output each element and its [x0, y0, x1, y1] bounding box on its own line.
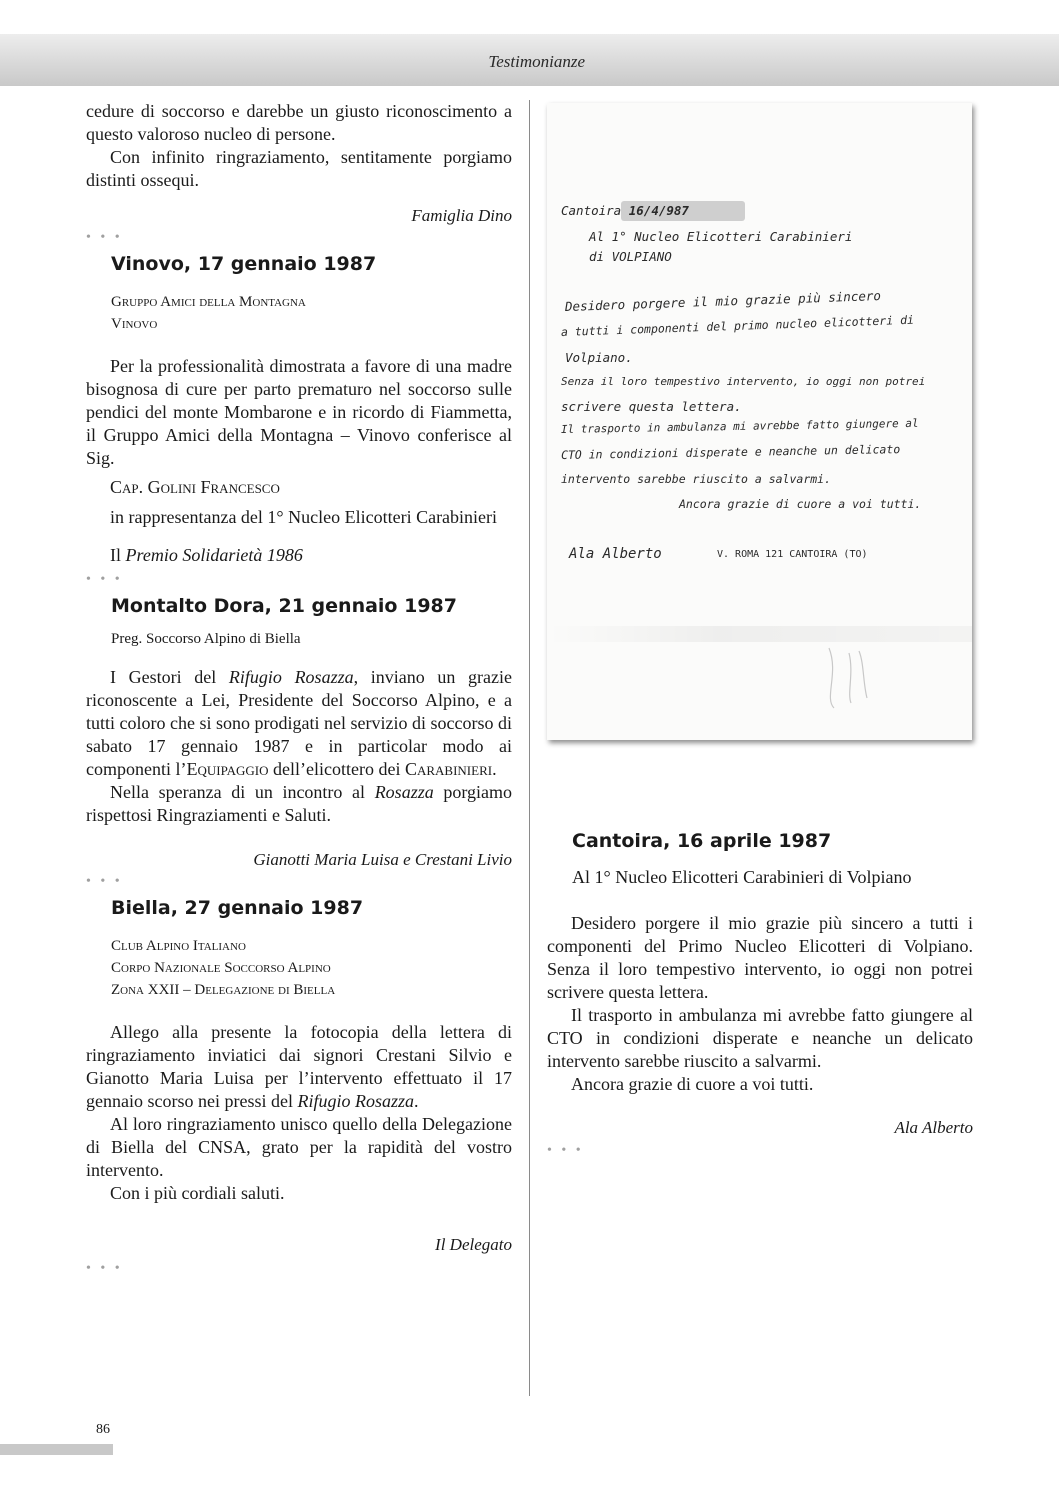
paragraph: Ancora grazie di cuore a voi tutti.: [571, 1074, 814, 1094]
separator-dots: • • •: [86, 874, 123, 889]
letter-line: a tutti i componenti del primo nucleo elicotteri di: [560, 312, 915, 339]
letter-line: intervento sarebbe riuscito a salvarmi.: [561, 472, 832, 486]
organization-place: Vinovo: [111, 316, 158, 332]
signature: Ala Alberto: [894, 1118, 973, 1137]
letter-line: Senza il loro tempestivo intervento, io oggi non potrei: [561, 375, 926, 388]
faded-scribble: [819, 643, 879, 713]
paragraph: I Gestori del Rifugio Rosazza, inviano un grazie riconoscente a Lei, Presidente del Soccorso Alpino, e a tutti coloro che si sono prodigati nel servizio di soccorso di sabato 17 gennaio 1987 e in particolar modo ai componenti l’Equipaggio dell’elicottero dei Carabinieri.: [86, 667, 512, 779]
paragraph: Il trasporto in ambulanza mi avrebbe fatto giungere al CTO in condizioni disperate e neanche un delicato intervento sarebbe riuscito a salvarmi.: [547, 1005, 973, 1071]
faded-line: [547, 626, 972, 642]
organization-name: Zona XXII – Delegazione di Biella: [111, 982, 336, 998]
award-name: Premio Solidarietà 1986: [125, 545, 303, 565]
signature: Il Delegato: [435, 1235, 512, 1254]
paragraph: Per la professionalità dimostrata a favore di una madre bisognosa di cure per parto prematuro nel soccorso sulle pendici del monte Mombarone e in ricordo di Fiammetta, il Gruppo Amici della Montagna – Vinovo conferisce al Sig.: [86, 356, 512, 468]
separator-dots: • • •: [86, 230, 123, 245]
paragraph: Con i più cordiali saluti.: [110, 1183, 285, 1203]
organization-name: Club Alpino Italiano: [111, 938, 246, 954]
paragraph: cedure di soccorso e darebbe un giusto riconoscimento a questo valoroso nucleo di persone.: [86, 101, 512, 144]
letter-line: di VOLPIANO: [589, 249, 672, 264]
letter-line: Il trasporto in ambulanza mi avrebbe fatto giungere al: [560, 416, 919, 436]
section-heading: Cantoira, 16 aprile 1987: [572, 830, 832, 852]
signature: Famiglia Dino: [411, 206, 512, 225]
award-line: [86, 544, 512, 567]
running-header: Testimonianze: [488, 52, 585, 71]
scanned-letter-image: [547, 103, 972, 740]
letter-address: V. ROMA 121 CANTOIRA (TO): [717, 549, 868, 560]
section-heading: Vinovo, 17 gennaio 1987: [111, 253, 377, 275]
letter-line: Ancora grazie di cuore a voi tutti.: [679, 497, 922, 511]
separator-dots: • • •: [86, 572, 123, 587]
recipient-name: Cap. Golini Francesco: [110, 477, 280, 497]
letter-line: Desidero porgere il mio grazie più sincero: [564, 287, 882, 314]
organization-name: Gruppo Amici della Montagna: [111, 294, 306, 310]
letter-line: Al 1° Nucleo Elicotteri Carabinieri: [589, 229, 853, 244]
organization-name: Corpo Nazionale Soccorso Alpino: [111, 960, 331, 976]
salutation: Preg. Soccorso Alpino di Biella: [111, 631, 301, 647]
award-prefix: Il: [110, 545, 126, 565]
paragraph: Con infinito ringraziamento, sentitamente porgiamo distinti ossequi.: [86, 147, 512, 190]
letter-line: Volpiano.: [565, 350, 633, 365]
paragraph: Nella speranza di un incontro al Rosazza porgiamo rispettosi Ringraziamenti e Saluti.: [86, 782, 512, 825]
letter-line: Cantoira 16/4/987: [561, 203, 689, 218]
paragraph: Allego alla presente la fotocopia della lettera di ringraziamento inviatici dai signori Crestani Silvio e Gianotto Maria Luisa per l’intervento effettuato il 17 gennaio scorso nei pressi del Rifugio Rosazza.: [86, 1022, 512, 1111]
section-heading: Biella, 27 gennaio 1987: [111, 897, 364, 919]
separator-dots: • • •: [86, 1261, 123, 1276]
paragraph: in rappresentanza del 1° Nucleo Elicotteri Carabinieri: [110, 507, 498, 527]
footer-bar: [0, 1444, 113, 1455]
column-divider: [529, 100, 530, 1396]
section-heading: Montalto Dora, 21 gennaio 1987: [111, 595, 457, 617]
letter-line: scrivere questa lettera.: [561, 399, 742, 414]
paragraph: Al loro ringraziamento unisco quello della Delegazione di Biella del CNSA, grato per la rapidità del vostro intervento.: [86, 1114, 512, 1180]
recipient: Al 1° Nucleo Elicotteri Carabinieri di Volpiano: [572, 867, 912, 887]
separator-dots: • • •: [547, 1143, 584, 1158]
letter-line: CTO in condizioni disperate e neanche un delicato: [560, 442, 901, 462]
page-number: 86: [96, 1422, 110, 1437]
letter-signature: Ala Alberto: [569, 546, 662, 562]
signature: Gianotti Maria Luisa e Crestani Livio: [253, 850, 512, 869]
paragraph: Desidero porgere il mio grazie più sincero a tutti i componenti del Primo Nucleo Elicotteri di Volpiano. Senza il loro tempestivo intervento, io oggi non potrei scrivere questa lettera.: [547, 913, 973, 1002]
right-column: [547, 830, 973, 1158]
left-column: [86, 100, 512, 1276]
